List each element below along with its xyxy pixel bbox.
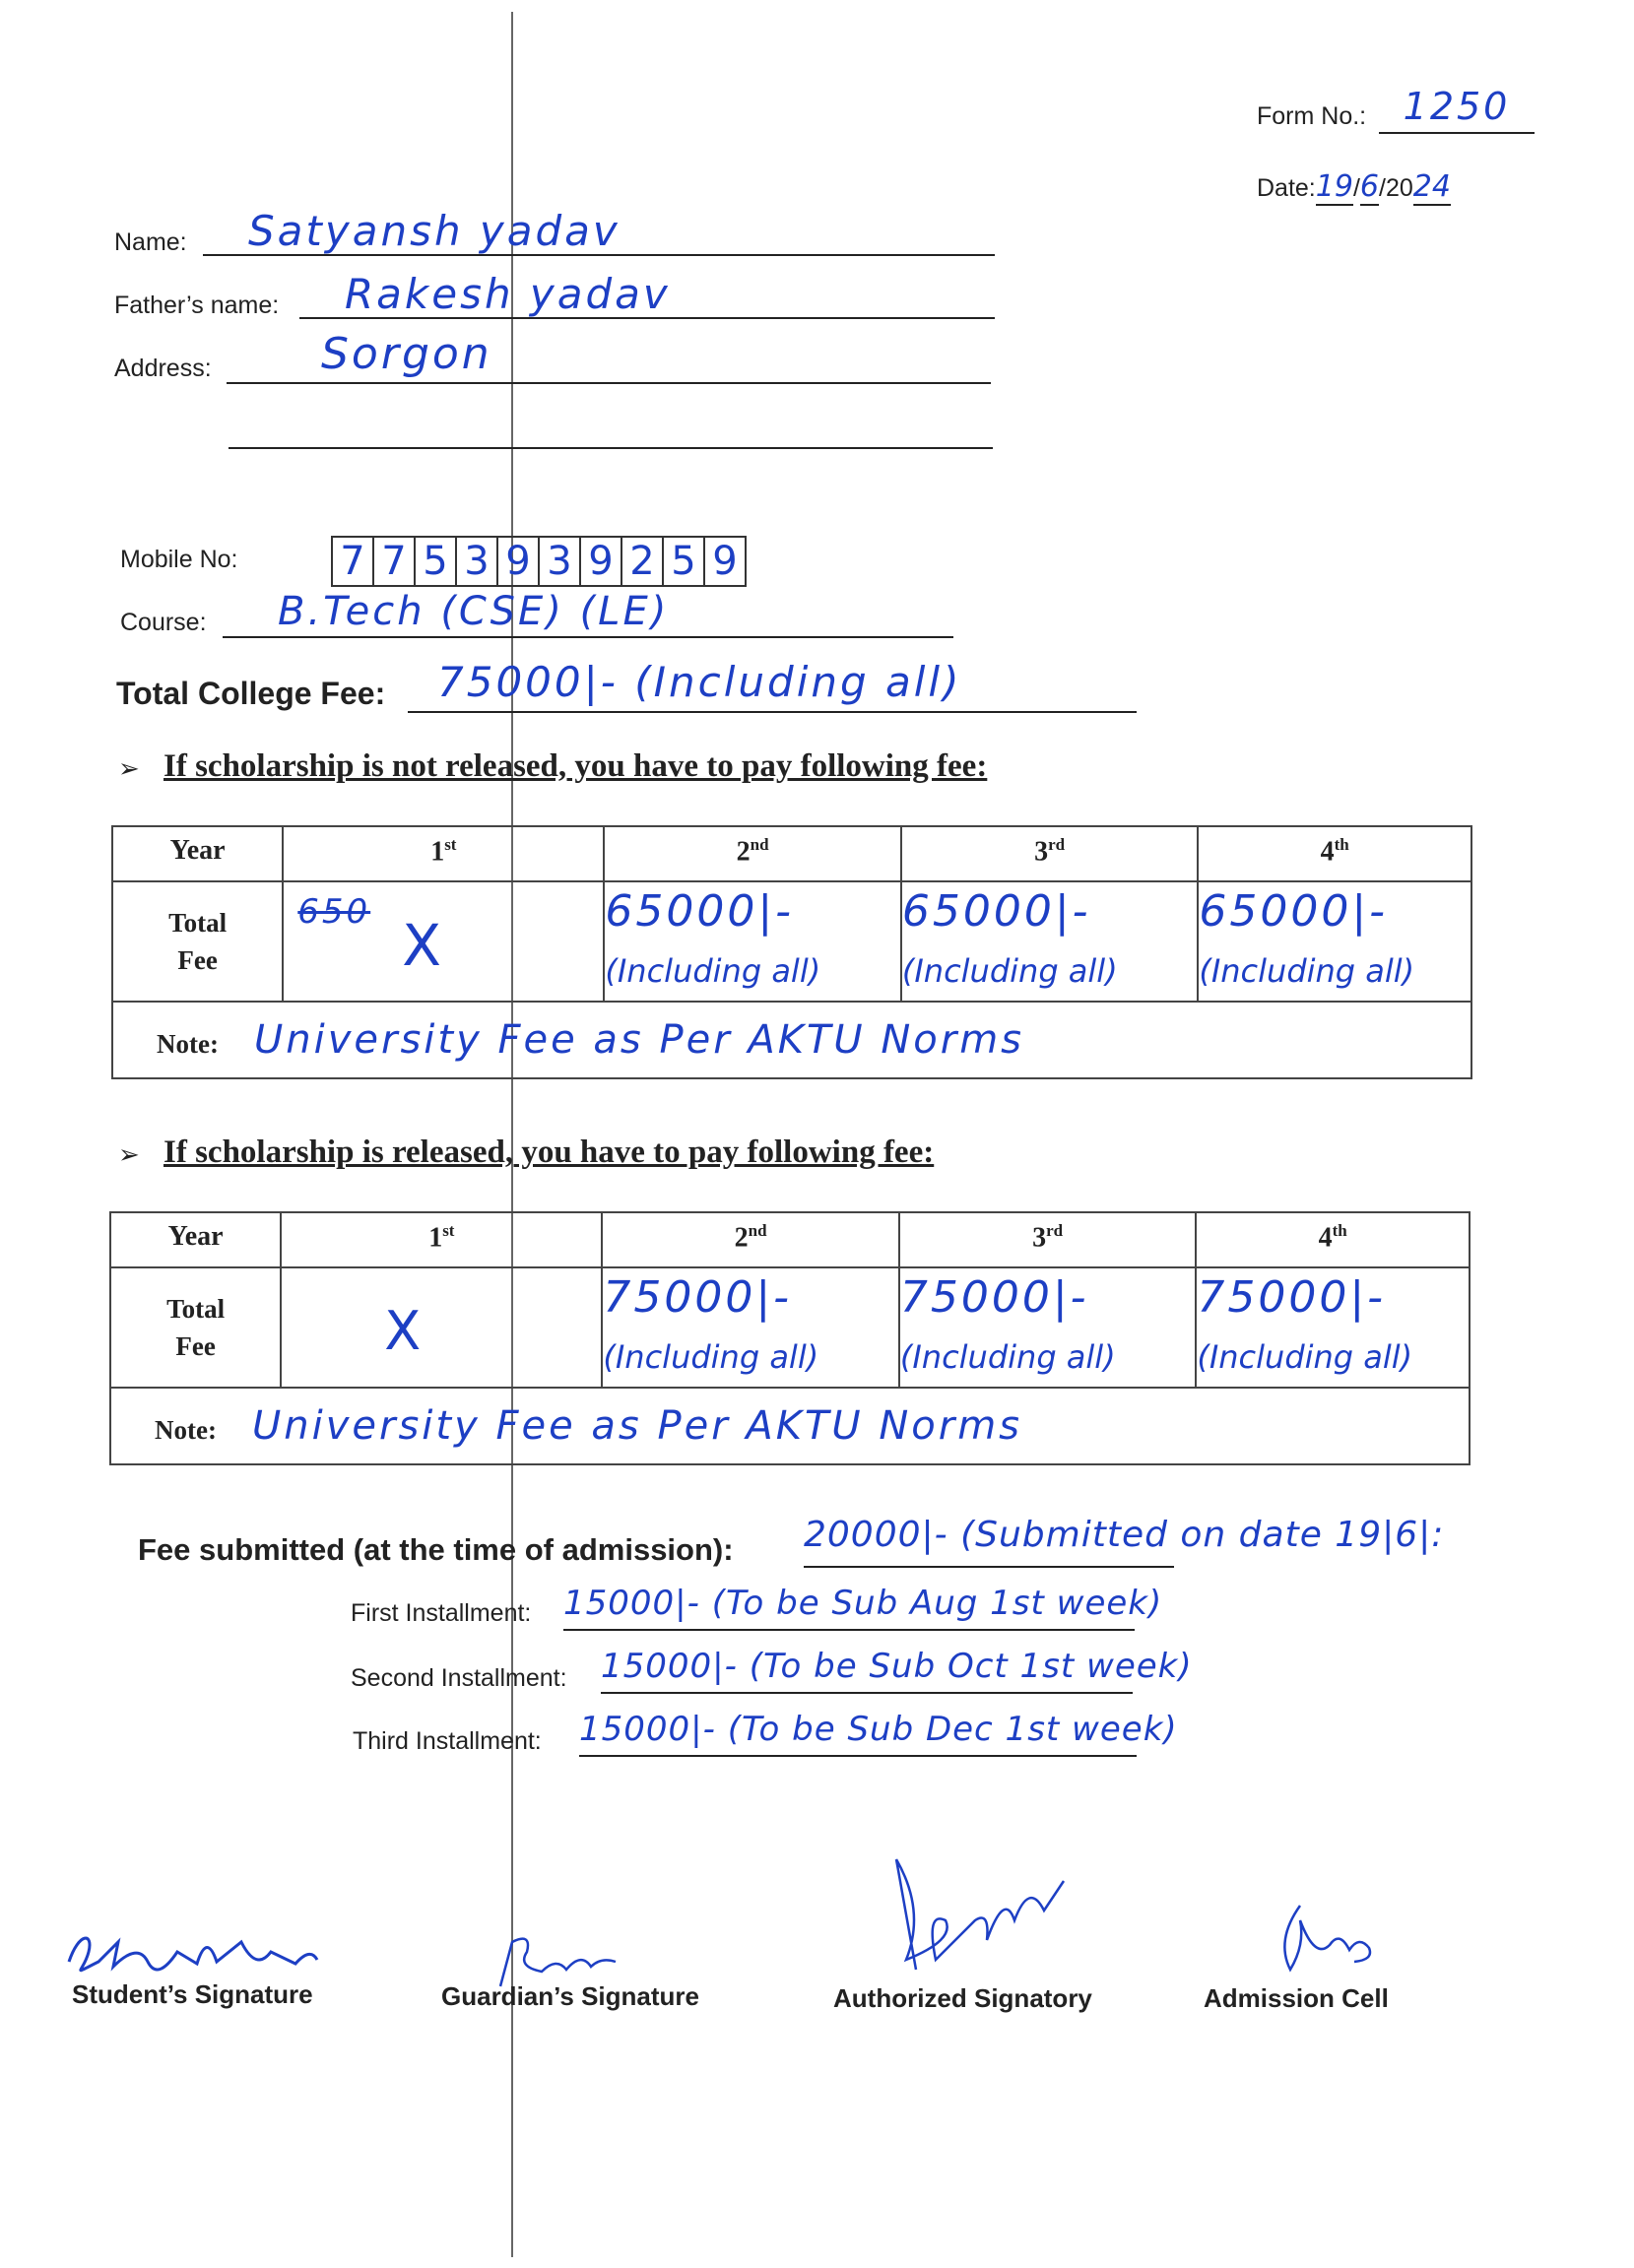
year-2-fee-cell[interactable]: 65000|- (Including all) xyxy=(604,881,900,1002)
cross-mark: X xyxy=(402,912,445,979)
struck-amount: 650 xyxy=(297,892,371,932)
date-label: Date: xyxy=(1257,174,1316,202)
second-installment-label: Second Installment: xyxy=(351,1664,567,1692)
course-label: Course: xyxy=(120,609,207,636)
year-2-fee-cell[interactable]: 75000|- (Including all) xyxy=(602,1267,898,1388)
note-value: University Fee as Per AKTU Norms xyxy=(251,1403,1023,1449)
admission-cell-caption: Admission Cell xyxy=(1204,1983,1389,2013)
mobile-digit: 9 xyxy=(703,536,747,587)
mobile-digit: 9 xyxy=(496,536,540,587)
year-4-header: 4th xyxy=(1198,826,1471,881)
admission-cell-signature-scribble xyxy=(1261,1901,1389,1979)
year-3-fee-cell[interactable]: 65000|- (Including all) xyxy=(901,881,1198,1002)
note-row[interactable] xyxy=(112,1002,1471,1078)
year-2-header: 2nd xyxy=(604,826,900,881)
authorized-signature xyxy=(867,1851,1074,1994)
authorized-signature-caption: Authorized Signatory xyxy=(833,1983,1092,2013)
section-1-heading: If scholarship is not released, you have to pay following fee: xyxy=(163,748,988,784)
third-installment-field[interactable]: 15000|- (To be Sub Dec 1st week) xyxy=(579,1710,1137,1757)
total-fee-field[interactable]: 75000|- (Including all) xyxy=(408,658,1137,713)
fee-table-scholarship xyxy=(109,1211,1471,1465)
year-header: Year xyxy=(110,1212,281,1267)
year-4-fee-cell[interactable]: 75000|- (Including all) xyxy=(1196,1267,1470,1388)
mobile-digit: 2 xyxy=(621,536,664,587)
form-number-value[interactable]: 1250 xyxy=(1379,85,1535,134)
mobile-label: Mobile No: xyxy=(120,546,238,573)
mobile-digit: 5 xyxy=(414,536,457,587)
name-field[interactable]: Satyansh yadav xyxy=(203,207,995,256)
year-header: Year xyxy=(112,826,283,881)
first-installment-label: First Installment: xyxy=(351,1599,532,1627)
year-2-header: 2nd xyxy=(602,1212,898,1267)
student-signature-scribble xyxy=(59,1922,325,1981)
date-month: 6 xyxy=(1359,169,1379,204)
guardian-signature-caption: Guardian’s Signature xyxy=(441,1981,699,2011)
cross-mark: X xyxy=(384,1300,425,1362)
section-1-bullet: ➢ xyxy=(118,754,140,784)
note-label: Note: xyxy=(157,1029,219,1059)
address-label: Address: xyxy=(114,355,212,382)
note-value: University Fee as Per AKTU Norms xyxy=(253,1017,1025,1063)
address-field-line-2[interactable] xyxy=(229,408,993,449)
second-installment-field[interactable]: 15000|- (To be Sub Oct 1st week) xyxy=(601,1647,1133,1694)
year-3-fee-cell[interactable]: 75000|- (Including all) xyxy=(899,1267,1196,1388)
mobile-digit: 7 xyxy=(331,536,374,587)
note-row[interactable] xyxy=(110,1388,1470,1464)
student-signature-caption: Student’s Signature xyxy=(72,1979,313,2009)
year-1-fee-cell[interactable] xyxy=(281,1267,602,1388)
date-field[interactable]: Date:19/6/2024 xyxy=(1257,169,1451,204)
year-1-header: 1st xyxy=(281,1212,602,1267)
section-2-bullet: ➢ xyxy=(118,1140,140,1170)
note-label: Note: xyxy=(155,1415,217,1445)
total-fee-label: Total College Fee: xyxy=(116,676,386,711)
mobile-digit: 3 xyxy=(455,536,498,587)
mobile-digit: 5 xyxy=(662,536,705,587)
authorized-signature-scribble xyxy=(867,1851,1074,1989)
course-field[interactable]: B.Tech (CSE) (LE) xyxy=(223,589,953,638)
father-name-field[interactable]: Rakesh yadav xyxy=(299,270,995,319)
date-year-prefix: 20 xyxy=(1385,174,1413,202)
year-1-header: 1st xyxy=(283,826,604,881)
third-installment-label: Third Installment: xyxy=(353,1727,542,1755)
form-number-label: Form No.: xyxy=(1257,102,1367,130)
admission-cell-signature xyxy=(1261,1901,1389,1984)
fee-submitted-field[interactable]: 20000|- (Submitted on date 19|6|: xyxy=(804,1515,1174,1568)
mobile-boxes[interactable] xyxy=(331,536,745,587)
year-4-fee-cell[interactable]: 65000|- (Including all) xyxy=(1198,881,1471,1002)
name-label: Name: xyxy=(114,228,187,256)
fee-table-no-scholarship xyxy=(111,825,1472,1079)
year-1-fee-cell[interactable] xyxy=(283,881,604,1002)
year-3-header: 3rd xyxy=(901,826,1198,881)
first-installment-field[interactable]: 15000|- (To be Sub Aug 1st week) xyxy=(563,1584,1135,1631)
fee-submitted-label: Fee submitted (at the time of admission): xyxy=(138,1532,734,1567)
total-fee-row-label: Total Fee xyxy=(110,1267,281,1388)
student-signature xyxy=(59,1922,325,1986)
mobile-digit: 7 xyxy=(372,536,416,587)
total-fee-row-label: Total Fee xyxy=(112,881,283,1002)
mobile-digit: 3 xyxy=(538,536,581,587)
year-3-header: 3rd xyxy=(899,1212,1196,1267)
date-day: 19 xyxy=(1315,169,1353,204)
section-2-heading: If scholarship is released, you have to pay following fee: xyxy=(163,1134,935,1170)
father-name-label: Father’s name: xyxy=(114,292,280,319)
address-field-line-1[interactable]: Sorgon xyxy=(227,329,991,384)
date-year-suffix: 24 xyxy=(1412,169,1451,204)
mobile-digit: 9 xyxy=(579,536,622,587)
year-4-header: 4th xyxy=(1196,1212,1470,1267)
